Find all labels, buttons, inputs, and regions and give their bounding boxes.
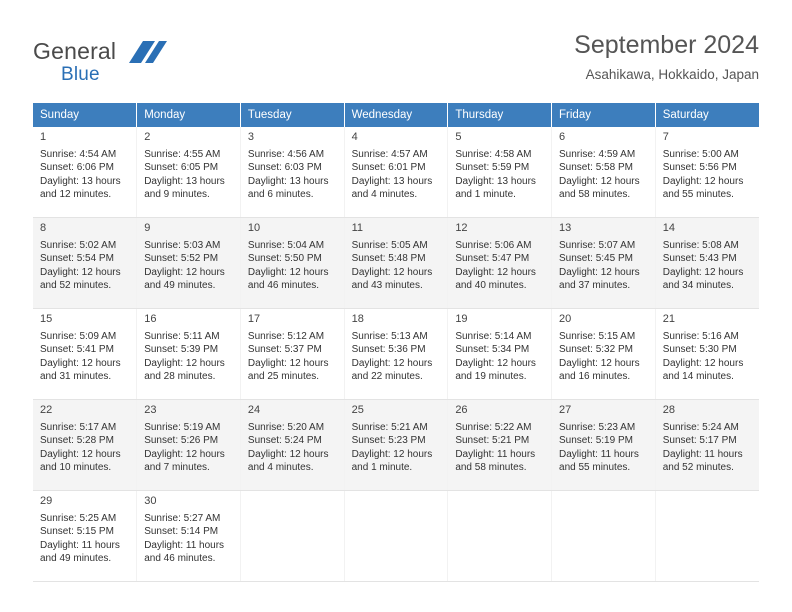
daylight-text-line1: Daylight: 13 hours — [144, 175, 225, 187]
daylight-text-line2: and 6 minutes. — [247, 189, 314, 201]
daylight-text-line1: Daylight: 12 hours — [662, 357, 744, 369]
daylight-text-line1: Daylight: 12 hours — [559, 266, 640, 278]
daylight-text-line1: Daylight: 11 hours — [455, 448, 536, 460]
day-number: 12 — [455, 222, 468, 234]
day-number: 29 — [40, 495, 53, 507]
daylight-text-line1: Daylight: 12 hours — [662, 266, 744, 278]
daylight-text-line1: Daylight: 13 hours — [455, 175, 536, 187]
day-cell[interactable] — [33, 127, 137, 218]
daylight-text-line2: and 34 minutes. — [662, 280, 734, 292]
daylight-text-line1: Daylight: 12 hours — [247, 357, 329, 369]
sunrise-text: Sunrise: 5:06 AM — [455, 239, 532, 251]
daylight-text-line1: Daylight: 12 hours — [559, 175, 640, 187]
page-header — [33, 28, 759, 90]
daylight-text-line1: Daylight: 12 hours — [351, 357, 433, 369]
day-number: 7 — [662, 131, 669, 143]
sunrise-text: Sunrise: 5:11 AM — [144, 330, 220, 342]
weekday-header-wednesday: Wednesday — [344, 103, 448, 127]
daylight-text-line2: and 40 minutes. — [455, 280, 527, 292]
daylight-text-line1: Daylight: 12 hours — [247, 448, 329, 460]
daylight-text-line1: Daylight: 12 hours — [144, 357, 225, 369]
day-cell[interactable] — [344, 309, 448, 400]
sunrise-text: Sunrise: 5:25 AM — [40, 512, 117, 524]
day-number: 6 — [559, 131, 566, 143]
daylight-text-line1: Daylight: 13 hours — [351, 175, 433, 187]
day-cell-empty — [344, 491, 448, 582]
calendar-week-row — [33, 491, 759, 582]
day-number: 30 — [144, 495, 157, 507]
weekday-header-monday: Monday — [137, 103, 241, 127]
day-cell[interactable] — [137, 491, 241, 582]
calendar-body — [33, 127, 759, 582]
sunrise-text: Sunrise: 4:58 AM — [455, 148, 532, 160]
daylight-text-line1: Daylight: 11 hours — [662, 448, 743, 460]
daylight-text-line1: Daylight: 12 hours — [247, 266, 329, 278]
daylight-text-line2: and 4 minutes. — [351, 189, 418, 201]
weekday-header-tuesday: Tuesday — [240, 103, 344, 127]
day-cell[interactable] — [448, 400, 552, 491]
daylight-text-line2: and 49 minutes. — [144, 280, 216, 292]
sunset-text: Sunset: 5:48 PM — [351, 253, 426, 265]
sunrise-text: Sunrise: 5:24 AM — [662, 421, 739, 433]
daylight-text-line1: Daylight: 11 hours — [559, 448, 639, 460]
calendar-week-row — [33, 127, 759, 218]
sunrise-text: Sunrise: 5:03 AM — [144, 239, 221, 251]
daylight-text-line2: and 12 minutes. — [40, 189, 112, 201]
daylight-text-line1: Daylight: 12 hours — [40, 266, 121, 278]
daylight-text-line2: and 16 minutes. — [559, 371, 631, 383]
day-number: 24 — [247, 404, 261, 416]
sunset-text: Sunset: 5:34 PM — [455, 344, 530, 356]
daylight-text-line1: Daylight: 12 hours — [351, 448, 433, 460]
daylight-text-line1: Daylight: 12 hours — [351, 266, 433, 278]
calendar-week-row — [33, 400, 759, 491]
daylight-text-line2: and 43 minutes. — [351, 280, 423, 292]
day-cell[interactable] — [448, 309, 552, 400]
sunrise-text: Sunrise: 5:21 AM — [351, 421, 428, 433]
flag-icon — [129, 41, 167, 65]
day-number: 11 — [351, 222, 364, 234]
sunset-text: Sunset: 5:58 PM — [559, 162, 633, 174]
day-cell[interactable] — [240, 218, 344, 309]
day-number: 9 — [144, 222, 151, 234]
calendar-week-row — [33, 218, 759, 309]
page-title: September 2024 — [574, 31, 759, 59]
day-cell[interactable] — [33, 400, 137, 491]
day-cell-empty — [655, 491, 759, 582]
weekday-header-thursday: Thursday — [448, 103, 552, 127]
day-cell[interactable] — [552, 309, 656, 400]
sunrise-text: Sunrise: 5:07 AM — [559, 239, 636, 251]
sunrise-text: Sunrise: 4:59 AM — [559, 148, 636, 160]
daylight-text-line2: and 52 minutes. — [662, 462, 734, 474]
daylight-text-line2: and 14 minutes. — [662, 371, 734, 383]
weekday-header-friday: Friday — [552, 103, 656, 127]
daylight-text-line1: Daylight: 12 hours — [40, 448, 121, 460]
logo-blue-text: Blue — [61, 64, 100, 85]
sunset-text: Sunset: 5:14 PM — [144, 526, 219, 538]
day-number: 1 — [40, 131, 47, 143]
day-cell[interactable] — [552, 127, 656, 218]
title-block — [574, 28, 759, 83]
sunset-text: Sunset: 5:23 PM — [351, 435, 426, 447]
day-cell[interactable] — [552, 400, 656, 491]
daylight-text-line2: and 46 minutes. — [247, 280, 320, 292]
weekday-header-sunday: Sunday — [33, 103, 137, 127]
sunrise-text: Sunrise: 5:22 AM — [455, 421, 532, 433]
day-cell[interactable] — [448, 127, 552, 218]
sunrise-text: Sunrise: 5:15 AM — [559, 330, 636, 342]
sunrise-text: Sunrise: 5:20 AM — [247, 421, 325, 433]
day-number: 26 — [455, 404, 468, 416]
day-number: 5 — [455, 131, 462, 143]
day-cell[interactable] — [137, 309, 241, 400]
sunset-text: Sunset: 6:01 PM — [351, 162, 426, 174]
sunset-text: Sunset: 5:50 PM — [247, 253, 322, 265]
day-number: 19 — [455, 313, 468, 325]
daylight-text-line2: and 4 minutes. — [247, 462, 314, 474]
daylight-text-line2: and 25 minutes. — [247, 371, 320, 383]
sunrise-text: Sunrise: 5:27 AM — [144, 512, 221, 524]
daylight-text-line1: Daylight: 12 hours — [144, 266, 225, 278]
day-cell[interactable] — [655, 218, 759, 309]
day-number: 18 — [351, 313, 364, 325]
day-cell-empty — [552, 491, 656, 582]
day-number: 23 — [144, 404, 157, 416]
daylight-text-line2: and 46 minutes. — [144, 553, 216, 565]
sunrise-text: Sunrise: 5:17 AM — [40, 421, 117, 433]
daylight-text-line2: and 55 minutes. — [559, 462, 631, 474]
day-number: 2 — [144, 131, 151, 143]
day-cell-empty — [448, 491, 552, 582]
sunset-text: Sunset: 5:24 PM — [247, 435, 322, 447]
sunset-text: Sunset: 5:15 PM — [40, 526, 114, 538]
daylight-text-line2: and 58 minutes. — [455, 462, 527, 474]
daylight-text-line1: Daylight: 12 hours — [455, 357, 536, 369]
day-number: 22 — [40, 404, 53, 416]
daylight-text-line1: Daylight: 12 hours — [144, 448, 225, 460]
sunset-text: Sunset: 6:03 PM — [247, 162, 322, 174]
daylight-text-line2: and 10 minutes. — [40, 462, 112, 474]
day-cell[interactable] — [344, 127, 448, 218]
sunset-text: Sunset: 5:41 PM — [40, 344, 114, 356]
daylight-text-line1: Daylight: 13 hours — [247, 175, 329, 187]
day-number: 17 — [247, 313, 261, 325]
daylight-text-line2: and 7 minutes. — [144, 462, 210, 474]
day-cell[interactable] — [655, 400, 759, 491]
day-cell[interactable] — [33, 218, 137, 309]
daylight-text-line1: Daylight: 12 hours — [662, 175, 744, 187]
weekday-header-row — [33, 103, 759, 127]
daylight-text-line2: and 1 minute. — [455, 189, 516, 201]
day-cell-empty — [240, 491, 344, 582]
sunrise-text: Sunrise: 5:08 AM — [662, 239, 739, 251]
sunrise-text: Sunrise: 5:04 AM — [247, 239, 325, 251]
daylight-text-line2: and 49 minutes. — [40, 553, 112, 565]
day-cell[interactable] — [33, 309, 137, 400]
sunset-text: Sunset: 5:39 PM — [144, 344, 219, 356]
day-number: 16 — [144, 313, 157, 325]
sunrise-text: Sunrise: 5:23 AM — [559, 421, 636, 433]
daylight-text-line1: Daylight: 12 hours — [40, 357, 121, 369]
day-number: 27 — [559, 404, 572, 416]
sunrise-text: Sunrise: 5:05 AM — [351, 239, 428, 251]
logo-general-text: General — [33, 38, 117, 64]
sunset-text: Sunset: 5:36 PM — [351, 344, 426, 356]
day-cell[interactable] — [240, 400, 344, 491]
sunrise-text: Sunrise: 5:12 AM — [247, 330, 325, 342]
daylight-text-line2: and 22 minutes. — [351, 371, 423, 383]
daylight-text-line1: Daylight: 11 hours — [144, 539, 225, 551]
daylight-text-line2: and 9 minutes. — [144, 189, 210, 201]
page-subtitle: Asahikawa, Hokkaido, Japan — [585, 67, 759, 82]
day-cell[interactable] — [33, 491, 137, 582]
sunset-text: Sunset: 6:06 PM — [40, 162, 114, 174]
sunset-text: Sunset: 5:32 PM — [559, 344, 633, 356]
sunset-text: Sunset: 5:19 PM — [559, 435, 633, 447]
daylight-text-line2: and 19 minutes. — [455, 371, 527, 383]
day-cell[interactable] — [344, 400, 448, 491]
day-number: 21 — [662, 313, 675, 325]
sunrise-text: Sunrise: 4:55 AM — [144, 148, 221, 160]
sunset-text: Sunset: 5:17 PM — [662, 435, 737, 447]
daylight-text-line2: and 58 minutes. — [559, 189, 631, 201]
day-number: 4 — [351, 131, 358, 143]
daylight-text-line2: and 1 minute. — [351, 462, 413, 474]
daylight-text-line2: and 28 minutes. — [144, 371, 216, 383]
day-number: 10 — [247, 222, 261, 234]
daylight-text-line2: and 55 minutes. — [662, 189, 734, 201]
sunrise-text: Sunrise: 5:02 AM — [40, 239, 117, 251]
day-number: 8 — [40, 222, 47, 234]
sunrise-text: Sunrise: 5:16 AM — [662, 330, 739, 342]
day-cell[interactable] — [137, 400, 241, 491]
day-number: 3 — [247, 131, 255, 143]
day-number: 14 — [662, 222, 675, 234]
daylight-text-line1: Daylight: 12 hours — [559, 357, 640, 369]
sunset-text: Sunset: 5:21 PM — [455, 435, 530, 447]
sunset-text: Sunset: 5:37 PM — [247, 344, 322, 356]
day-cell[interactable] — [552, 218, 656, 309]
day-number: 25 — [351, 404, 364, 416]
sunset-text: Sunset: 5:54 PM — [40, 253, 114, 265]
calendar-table — [33, 103, 759, 582]
daylight-text-line1: Daylight: 12 hours — [455, 266, 536, 278]
sunrise-text: Sunrise: 4:54 AM — [40, 148, 117, 160]
sunset-text: Sunset: 5:56 PM — [662, 162, 737, 174]
day-number: 20 — [559, 313, 572, 325]
sunrise-text: Sunrise: 4:57 AM — [351, 148, 428, 160]
sunset-text: Sunset: 5:26 PM — [144, 435, 219, 447]
daylight-text-line1: Daylight: 11 hours — [40, 539, 120, 551]
sunrise-text: Sunrise: 5:09 AM — [40, 330, 117, 342]
sunrise-text: Sunrise: 5:14 AM — [455, 330, 532, 342]
sunset-text: Sunset: 5:52 PM — [144, 253, 219, 265]
sunrise-text: Sunrise: 5:00 AM — [662, 148, 739, 160]
day-number: 13 — [559, 222, 572, 234]
day-number: 15 — [40, 313, 53, 325]
day-cell[interactable] — [240, 127, 344, 218]
weekday-header-saturday: Saturday — [655, 103, 759, 127]
day-number: 28 — [662, 404, 675, 416]
sunrise-text: Sunrise: 5:19 AM — [144, 421, 221, 433]
daylight-text-line2: and 31 minutes. — [40, 371, 112, 383]
day-cell[interactable] — [137, 127, 241, 218]
sunset-text: Sunset: 5:30 PM — [662, 344, 737, 356]
day-cell[interactable] — [344, 218, 448, 309]
day-cell[interactable] — [655, 127, 759, 218]
day-cell[interactable] — [240, 309, 344, 400]
logo[interactable] — [33, 40, 253, 84]
day-cell[interactable] — [655, 309, 759, 400]
day-cell[interactable] — [137, 218, 241, 309]
sunset-text: Sunset: 5:43 PM — [662, 253, 737, 265]
daylight-text-line1: Daylight: 13 hours — [40, 175, 121, 187]
sunset-text: Sunset: 5:28 PM — [40, 435, 114, 447]
sunset-text: Sunset: 5:59 PM — [455, 162, 530, 174]
day-cell[interactable] — [448, 218, 552, 309]
calendar-week-row — [33, 309, 759, 400]
daylight-text-line2: and 52 minutes. — [40, 280, 112, 292]
sunrise-text: Sunrise: 4:56 AM — [247, 148, 325, 160]
daylight-text-line2: and 37 minutes. — [559, 280, 631, 292]
sunset-text: Sunset: 5:45 PM — [559, 253, 633, 265]
sunset-text: Sunset: 6:05 PM — [144, 162, 219, 174]
sunrise-text: Sunrise: 5:13 AM — [351, 330, 428, 342]
sunset-text: Sunset: 5:47 PM — [455, 253, 530, 265]
